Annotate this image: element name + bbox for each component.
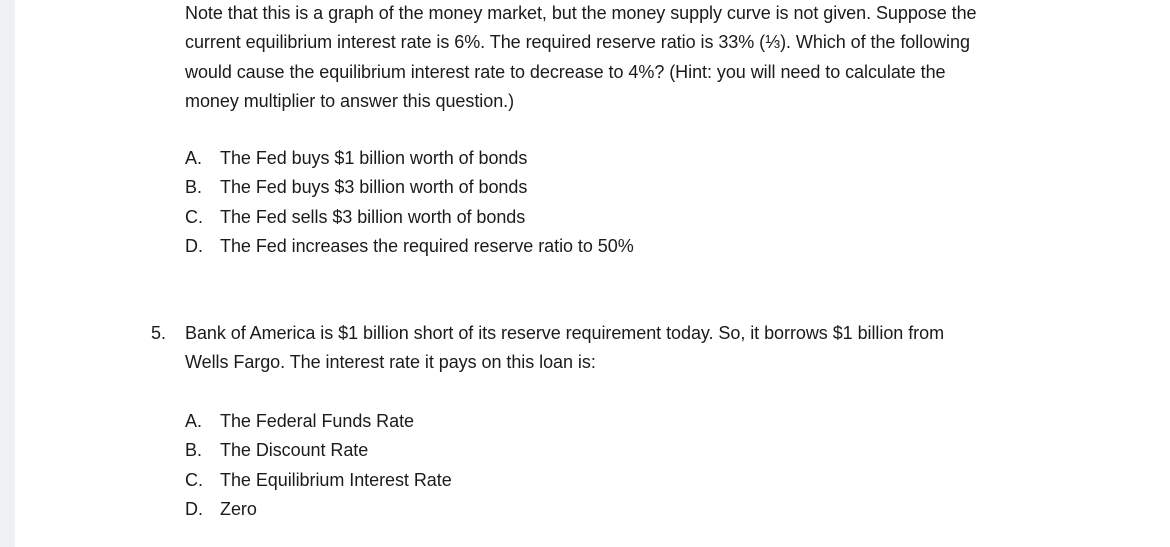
prompt-line: Wells Fargo. The interest rate it pays on this loan is: <box>185 352 596 373</box>
question5-prompt <box>185 319 944 378</box>
prompt-line: would cause the equilibrium interest rate to decrease to 4%? (Hint: you will need to calculate the <box>185 61 946 82</box>
answer-option-c <box>185 466 452 495</box>
option-letter: B. <box>185 440 202 461</box>
option-text: The Fed increases the required reserve ratio to 50% <box>220 235 634 256</box>
option-text: The Fed buys $1 billion worth of bonds <box>220 148 528 168</box>
option-letter: C. <box>185 206 203 227</box>
option-letter: C. <box>185 469 203 490</box>
answer-option-d <box>185 232 634 261</box>
option-letter: A. <box>185 411 202 431</box>
answer-option-a <box>185 407 452 436</box>
question4-prompt <box>185 0 1065 116</box>
option-text: The Fed buys $3 billion worth of bonds <box>220 177 528 198</box>
option-text: The Equilibrium Interest Rate <box>220 469 452 490</box>
answer-option-c <box>185 203 634 232</box>
option-text: Zero <box>220 498 257 519</box>
option-text: The Fed sells $3 billion worth of bonds <box>220 206 526 227</box>
option-letter: D. <box>185 235 203 256</box>
answer-option-b <box>185 173 634 202</box>
question4-options <box>185 144 634 261</box>
prompt-line: Bank of America is $1 billion short of its reserve requirement today. So, it borrows $1 billion from <box>185 323 945 343</box>
answer-option-d <box>185 495 452 524</box>
document-page <box>15 0 1170 547</box>
prompt-line: current equilibrium interest rate is 6%. The required reserve ratio is 33% (⅓). Which of the following <box>185 32 970 53</box>
option-text: The Federal Funds Rate <box>220 411 414 431</box>
prompt-line: money multiplier to answer this question.) <box>185 90 515 111</box>
answer-option-b <box>185 436 452 465</box>
option-letter: A. <box>185 148 202 168</box>
question5-options <box>185 407 452 524</box>
question-number: 5. <box>151 323 166 343</box>
option-text: The Discount Rate <box>220 440 369 461</box>
option-letter: D. <box>185 498 203 519</box>
option-letter: B. <box>185 177 202 198</box>
prompt-line: Note that this is a graph of the money market, but the money supply curve is not given. Suppose the <box>185 3 977 23</box>
answer-option-a <box>185 144 634 173</box>
